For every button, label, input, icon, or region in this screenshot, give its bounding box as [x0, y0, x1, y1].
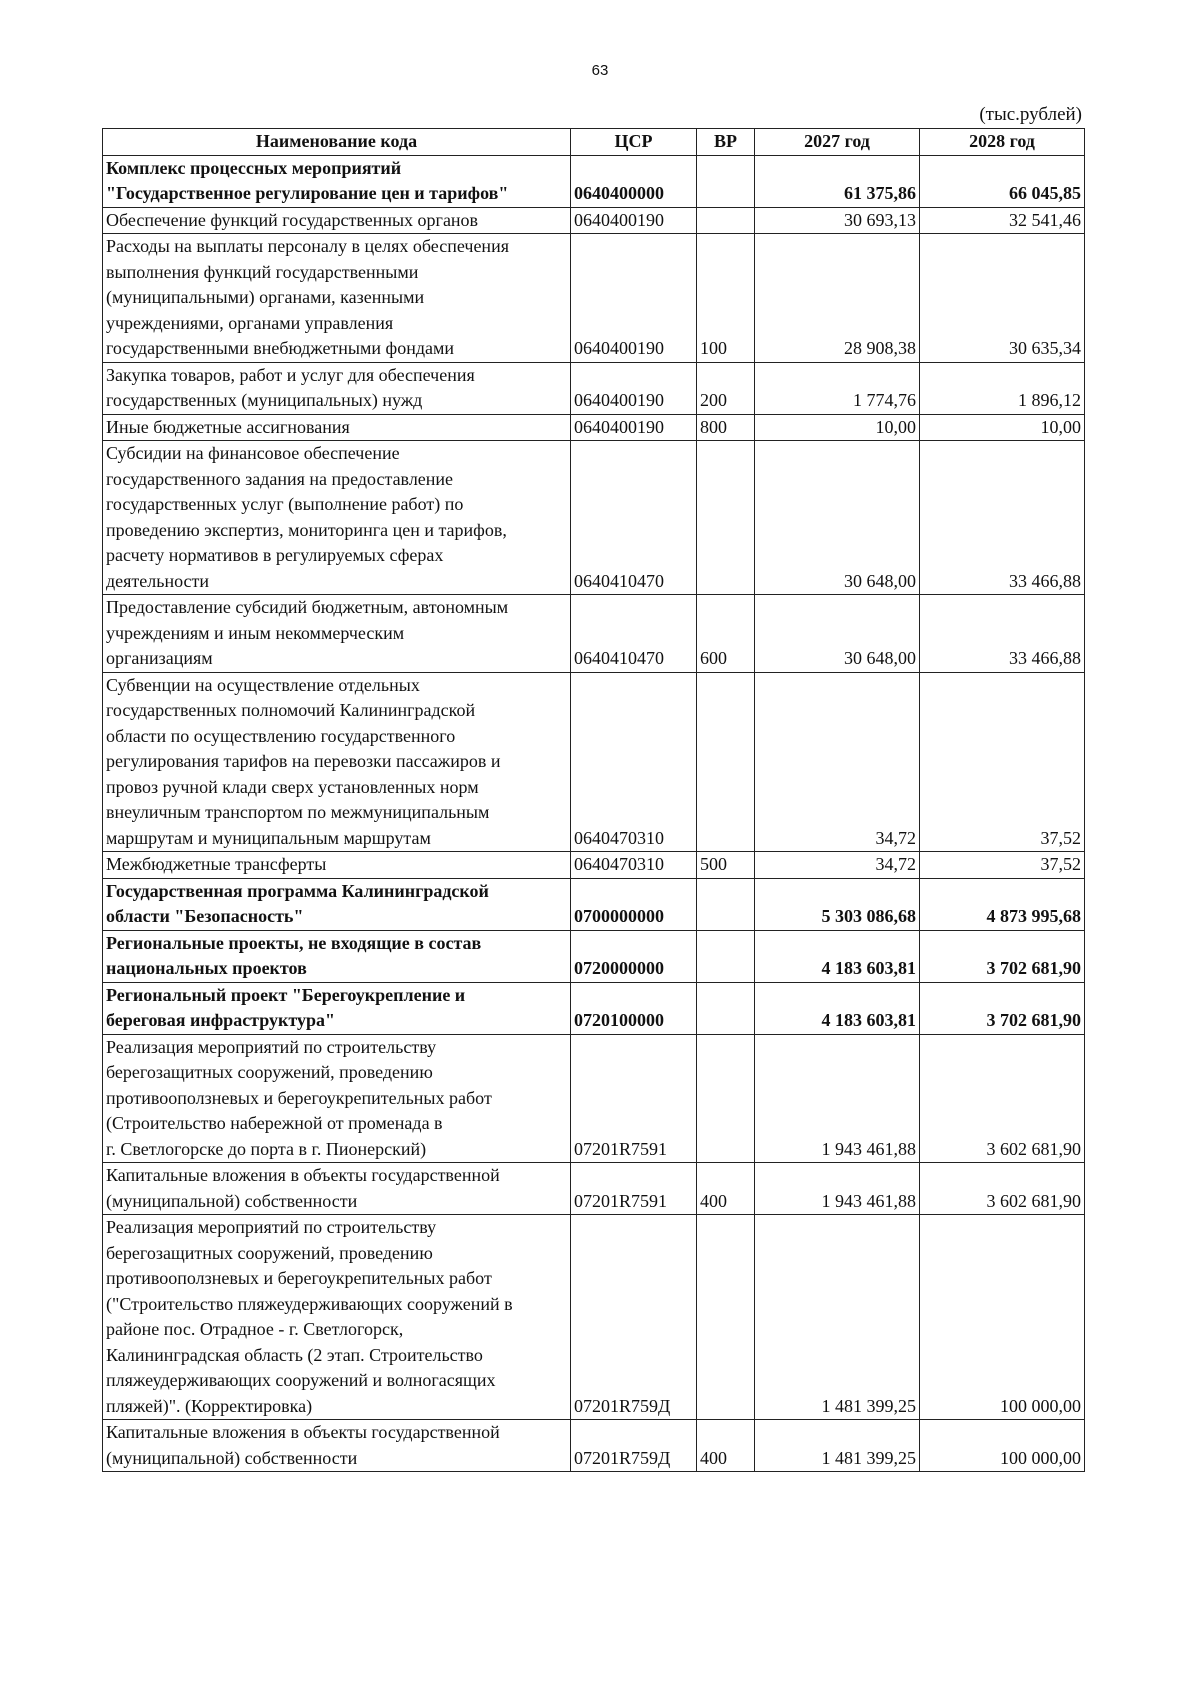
row-vr [697, 930, 755, 982]
row-name [103, 1420, 571, 1472]
row-2028: 3 702 681,90 [920, 982, 1085, 1034]
row-name-line: учреждениям и иным некоммерческим [106, 622, 405, 643]
row-name-line: (муниципальной) собственности [106, 1447, 358, 1468]
row-name-line: берегозащитных сооружений, проведению [106, 1062, 433, 1082]
row-name-line: (муниципальными) органами, казенными [106, 287, 425, 307]
row-name-line: национальных проектов [106, 958, 307, 978]
row-name-line: ("Строительство пляжеудерживающих сооружений в [106, 1293, 513, 1314]
row-name-line: государственных услуг (выполнение работ) по [106, 494, 464, 514]
row-name [103, 155, 571, 207]
row-vr [697, 1215, 755, 1420]
row-name [103, 852, 571, 879]
row-2028: 33 466,88 [920, 441, 1085, 595]
row-csr: 07201R7591 [571, 1034, 697, 1163]
row-name-line: районе пос. Отрадное - г. Светлогорск, [106, 1319, 404, 1339]
row-csr: 0640400190 [571, 414, 697, 441]
row-vr: 200 [697, 362, 755, 414]
row-2027: 30 648,00 [755, 595, 920, 673]
row-name [103, 362, 571, 414]
row-name [103, 878, 571, 930]
row-2028: 3 602 681,90 [920, 1034, 1085, 1163]
row-name-line: Предоставление субсидий бюджетным, автономным [106, 597, 509, 617]
row-csr: 0720000000 [571, 930, 697, 982]
row-name-line: регулирования тарифов на перевозки пассажиров и [106, 751, 501, 771]
row-name-line: Капитальные вложения в объекты государственной [106, 1165, 500, 1185]
row-name [103, 207, 571, 234]
row-name-line: организациям [106, 648, 213, 668]
row-2027: 10,00 [755, 414, 920, 441]
header-2027: 2027 год [755, 129, 920, 156]
row-csr: 0640470310 [571, 672, 697, 852]
row-2028: 100 000,00 [920, 1215, 1085, 1420]
row-2027: 28 908,38 [755, 234, 920, 363]
row-csr: 0640400000 [571, 155, 697, 207]
row-name-line: маршрутам и муниципальным маршрутам [106, 827, 431, 848]
row-name [103, 982, 571, 1034]
row-csr: 0720100000 [571, 982, 697, 1034]
row-2028: 10,00 [920, 414, 1085, 441]
table-row [103, 595, 1085, 673]
header-vr: ВР [697, 129, 755, 156]
row-vr [697, 878, 755, 930]
row-2027: 30 693,13 [755, 207, 920, 234]
row-name-line: противооползневых и берегоукрепительных работ [106, 1268, 492, 1288]
table-row [103, 1420, 1085, 1472]
row-csr: 07201R7591 [571, 1163, 697, 1215]
row-vr [697, 155, 755, 207]
row-vr [697, 1034, 755, 1163]
row-2028: 30 635,34 [920, 234, 1085, 363]
row-2028: 32 541,46 [920, 207, 1085, 234]
row-2027: 1 943 461,88 [755, 1163, 920, 1215]
row-name-line: (муниципальной) собственности [106, 1190, 358, 1211]
row-name-line: Комплекс процессных мероприятий [106, 157, 402, 178]
row-vr: 600 [697, 595, 755, 673]
row-csr: 0640410470 [571, 441, 697, 595]
row-2027: 1 943 461,88 [755, 1034, 920, 1163]
row-name-line: Закупка товаров, работ и услуг для обеспечения [106, 364, 475, 385]
row-csr: 07201R759Д [571, 1420, 697, 1472]
row-2028: 3 702 681,90 [920, 930, 1085, 982]
row-name-line: Обеспечение функций государственных органов [106, 209, 479, 230]
row-name [103, 1163, 571, 1215]
table-row [103, 207, 1085, 234]
row-name-line: внеуличным транспортом по межмуниципальным [106, 802, 490, 822]
table-row [103, 672, 1085, 852]
row-2027: 1 774,76 [755, 362, 920, 414]
table-row [103, 878, 1085, 930]
row-vr: 500 [697, 852, 755, 879]
row-name-line: деятельности [106, 570, 210, 591]
row-2027: 61 375,86 [755, 155, 920, 207]
header-csr: ЦСР [571, 129, 697, 156]
row-csr: 0700000000 [571, 878, 697, 930]
row-name-line: Субвенции на осуществление отдельных [106, 674, 420, 695]
units-label: (тыс.рублей) [979, 104, 1082, 125]
row-2027: 34,72 [755, 672, 920, 852]
row-2027: 30 648,00 [755, 441, 920, 595]
row-name-line: области "Безопасность" [106, 906, 304, 926]
row-name [103, 1215, 571, 1420]
row-csr: 0640400190 [571, 207, 697, 234]
row-name [103, 930, 571, 982]
row-name-line: государственными внебюджетными фондами [106, 338, 455, 358]
row-name-line: Калининградская область (2 этап. Строительство [106, 1344, 483, 1365]
row-name-line: Расходы на выплаты персоналу в целях обеспечения [106, 236, 509, 256]
row-name-line: Капитальные вложения в объекты государственной [106, 1422, 500, 1442]
table-row [103, 930, 1085, 982]
row-2028: 3 602 681,90 [920, 1163, 1085, 1215]
row-csr: 0640400190 [571, 234, 697, 363]
row-name-line: Реализация мероприятий по строительству [106, 1036, 437, 1057]
row-name-line: г. Светлогорске до порта в г. Пионерский) [106, 1138, 427, 1159]
header-row [103, 129, 1085, 156]
table-row [103, 1163, 1085, 1215]
table-row [103, 155, 1085, 207]
row-2028: 66 045,85 [920, 155, 1085, 207]
header-2028: 2028 год [920, 129, 1085, 156]
row-name-line: берегозащитных сооружений, проведению [106, 1242, 433, 1263]
row-vr: 100 [697, 234, 755, 363]
row-name-line: Региональные проекты, не входящие в состав [106, 932, 482, 953]
row-2027: 4 183 603,81 [755, 930, 920, 982]
row-name [103, 595, 571, 673]
table-row [103, 441, 1085, 595]
row-2027: 4 183 603,81 [755, 982, 920, 1034]
table-row [103, 852, 1085, 879]
row-name-line: провоз ручной клади сверх установленных норм [106, 776, 479, 797]
row-name [103, 1034, 571, 1163]
row-name-line: "Государственное регулирование цен и тарифов" [106, 183, 509, 203]
row-name-line: Межбюджетные трансферты [106, 854, 327, 874]
row-vr [697, 982, 755, 1034]
row-name-line: пляжеудерживающих сооружений и волногасящих [106, 1370, 496, 1390]
row-vr: 400 [697, 1420, 755, 1472]
row-name-line: выполнения функций государственными [106, 261, 419, 282]
row-2027: 34,72 [755, 852, 920, 879]
header-name: Наименование кода [103, 129, 571, 156]
row-name-line: учреждениями, органами управления [106, 312, 394, 333]
row-2028: 1 896,12 [920, 362, 1085, 414]
row-name-line: противооползневых и берегоукрепительных работ [106, 1087, 492, 1108]
row-vr [697, 207, 755, 234]
row-vr: 800 [697, 414, 755, 441]
table-row [103, 362, 1085, 414]
row-name-line: государственных (муниципальных) нужд [106, 390, 423, 410]
budget-table [102, 128, 1085, 1472]
table-row [103, 1034, 1085, 1163]
row-2028: 33 466,88 [920, 595, 1085, 673]
row-name-line: Государственная программа Калининградской [106, 880, 489, 901]
row-name-line: (Строительство набережной от променада в [106, 1113, 443, 1133]
row-vr [697, 441, 755, 595]
row-name-line: расчету нормативов в регулируемых сферах [106, 545, 444, 565]
row-name [103, 234, 571, 363]
row-2028: 37,52 [920, 672, 1085, 852]
row-csr: 07201R759Д [571, 1215, 697, 1420]
table-row [103, 1215, 1085, 1420]
row-name-line: береговая инфраструктура" [106, 1010, 335, 1030]
row-2028: 100 000,00 [920, 1420, 1085, 1472]
row-csr: 0640410470 [571, 595, 697, 673]
row-2027: 1 481 399,25 [755, 1420, 920, 1472]
row-vr [697, 672, 755, 852]
row-2027: 1 481 399,25 [755, 1215, 920, 1420]
row-name-line: проведению экспертиз, мониторинга цен и тарифов, [106, 519, 507, 540]
row-name-line: Субсидии на финансовое обеспечение [106, 443, 400, 463]
row-name [103, 672, 571, 852]
row-name-line: области по осуществлению государственного [106, 725, 456, 746]
row-name [103, 441, 571, 595]
row-name-line: государственного задания на предоставление [106, 468, 454, 489]
page-number: 63 [591, 62, 609, 79]
table-row [103, 234, 1085, 363]
row-name-line: государственных полномочий Калининградской [106, 700, 476, 720]
row-name [103, 414, 571, 441]
table-row [103, 982, 1085, 1034]
row-name-line: Реализация мероприятий по строительству [106, 1217, 437, 1237]
row-csr: 0640400190 [571, 362, 697, 414]
row-name-line: Региональный проект "Берегоукрепление и [106, 984, 466, 1005]
table-row [103, 414, 1085, 441]
row-vr: 400 [697, 1163, 755, 1215]
table-body [103, 155, 1085, 1472]
row-name-line: пляжей)". (Корректировка) [106, 1395, 313, 1416]
row-2028: 4 873 995,68 [920, 878, 1085, 930]
row-name-line: Иные бюджетные ассигнования [106, 416, 350, 437]
row-2027: 5 303 086,68 [755, 878, 920, 930]
row-2028: 37,52 [920, 852, 1085, 879]
row-csr: 0640470310 [571, 852, 697, 879]
